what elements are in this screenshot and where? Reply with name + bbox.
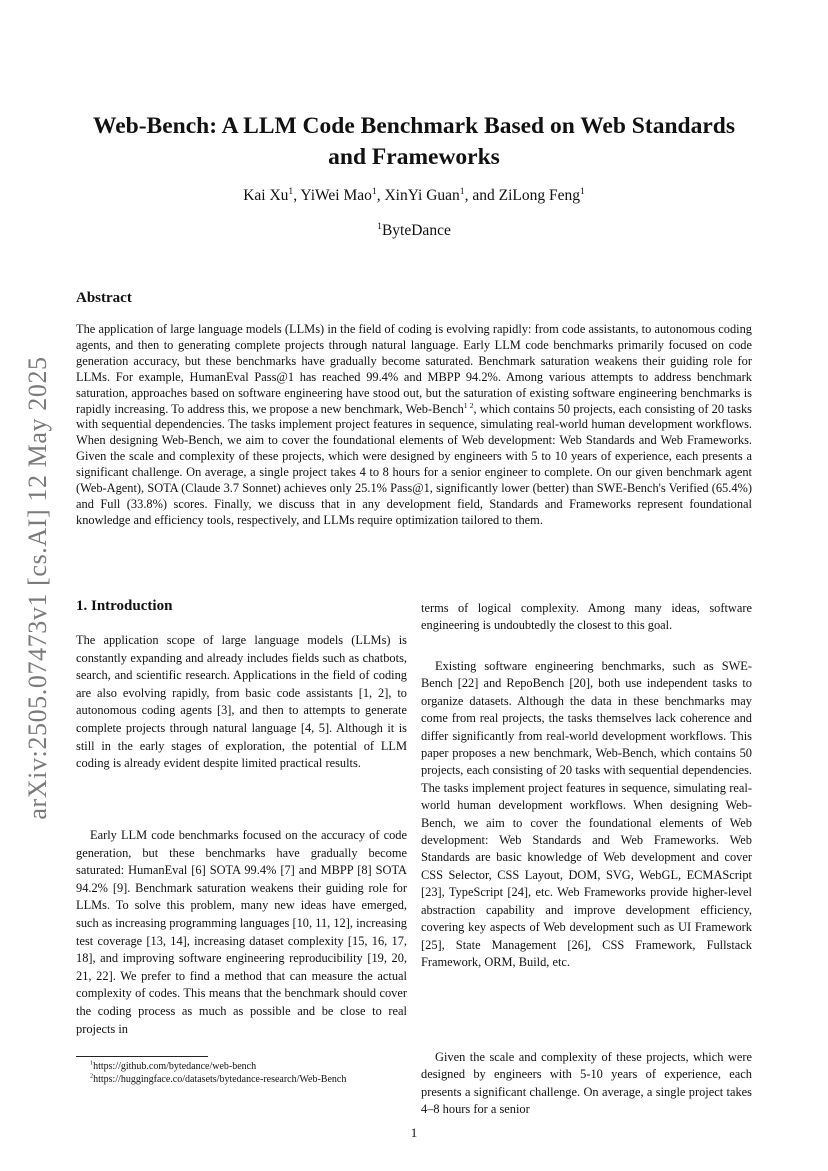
abstract-body: The application of large language models (LLMs) in the field of coding is evolving rapidly: from code assistants, to autonomous coding agents, and then to generating complete projects through natural language. Early LLM code benchmarks primarily focused on code generation accuracy, but these benchmarks have gradually become saturated. Benchmark saturation weakens their guiding role for LLMs. For example, HumanEval Pass@1 has reached 99.4% and MBPP 94.2%. Among various attempts to address benchmark saturation, approaches based on software engineering have stood out, but the saturation of existing software engineering benchmarks is rapidly increasing. To address this, we propose a new benchmark, Web-Bench$^{1 2}$, which contains 50 projects, each consisting of 20 tasks with sequential dependencies. The tasks implement project features in sequence, simulating real-world human development workflows. When designing Web-Bench, we aim to cover the foundational elements of Web development: Web Standards and Web Frameworks. Given the scale and complexity of these projects, which were designed by engineers with 5 to 10 years of experience, each presents a significant challenge. On average, a single project takes 4 to 8 hours for a senior engineer to complete. On our given benchmark agent (Web-Agent), SOTA (Claude 3.7 Sonnet) achieves only 25.1% Pass@1, significantly lower (better) than SWE-Bench's Verified (65.4%) and Full (33.8%) scores. Finally, we discuss that in any development field, Standards and Frameworks represent foundational knowledge and efficiency tools, respectively, and LLMs require optimization tailored to them. xyxy=(76,322,753,527)
author: ZiLong Feng$^1$ xyxy=(498,185,585,204)
abstract-heading: Abstract xyxy=(76,290,132,306)
intro-left-paragraph-1: The application scope of large language models (LLMs) is constantly expanding and already includes fields such as chatbots, search, and scientific research. Applications in the field of coding are also evolving rapidly, from basic code assistants [1, 2], to autonomous coding agents [3], and then to attempts to generate complete projects through natural language [4, 5]. Although it is still in the early stages of exploration, the potential of LLM coding is already evident despite limited practical results. xyxy=(76,633,407,771)
footnote-rule xyxy=(76,1056,208,1057)
author: YiWei Mao$^1$, xyxy=(300,185,385,204)
page-number: 1 xyxy=(410,1125,418,1140)
arxiv-identifier: arXiv:2505.07473v1 [cs.AI] 12 May 2025 xyxy=(23,356,52,820)
intro-right-paragraph-3: Given the scale and complexity of these projects, which were designed by engineers with 5-10 years of experience, each presents a significant challenge. On average, a single project takes 4–8 hours for a senior xyxy=(421,1050,752,1117)
footnote-link[interactable]: https://huggingface.co/datasets/bytedance-research/Web-Bench xyxy=(93,1073,347,1085)
intro-right-paragraph-1: terms of logical complexity. Among many ideas, software engineering is undoubtedly the closest to this goal. xyxy=(421,601,752,633)
intro-left-paragraph-2: Early LLM code benchmarks focused on the accuracy of code generation, but these benchmarks have gradually become saturated: HumanEval [6] SOTA 99.4% [7] and MBPP [8] SOTA 94.2% [9]. Benchmark saturation weakens their guiding role for LLMs. To solve this problem, many new ideas have emerged, such as increasing programming languages [10, 11, 12], increasing test coverage [13, 14], increasing dataset complexity [15, 16, 17, 18], and improving software engineering reproducibility [19, 20, 21, 22]. We prefer to find a method that can measure the actual complexity of codes. This means that the benchmark should cover the coding process as much as possible and be close to real projects in xyxy=(76,828,407,1036)
paper-title: Web-Bench: A LLM Code Benchmark Based on Web Standards and Frameworks xyxy=(92,113,735,170)
footnote-1: $^1$https://github.com/bytedance/web-bench xyxy=(90,1059,257,1072)
author: Kai Xu$^1$, xyxy=(243,185,301,204)
arxiv-sidebar xyxy=(20,343,56,833)
author: XinYi Guan$^1$, and xyxy=(384,185,499,204)
author-list xyxy=(76,187,752,205)
footnote-link[interactable]: https://github.com/bytedance/web-bench xyxy=(93,1061,257,1072)
intro-right-paragraph-2: Existing software engineering benchmarks, such as SWE-Bench [22] and RepoBench [20], both use independent tasks to organize datasets. Although the data in these benchmarks may come from real projects, the tasks themselves lack coherence and differ significantly from real-world development workflows. This paper proposes a new benchmark, Web-Bench, which contains 50 projects, each consisting of 20 tasks with sequential dependencies. The tasks implement project features in sequence, simulating real-world human development workflows. When designing Web-Bench, we aim to cover the foundational elements of Web development: Web Standards and Web Frameworks. Web Standards are basic knowledge of Web development and cover CSS Selector, CSS Layout, DOM, SVG, WebGL, ECMAScript [23], TypeScript [24], etc. Web Frameworks provide higher-level abstraction capability and improve development efficiency, covering key aspects of Web development such as UI Framework [25], State Management [26], CSS Framework, Fullstack Framework, ORM, Build, etc. xyxy=(421,659,752,969)
affiliation: $^1$ByteDance xyxy=(377,220,451,239)
footnotes xyxy=(76,1061,407,1086)
footnote-2: $^2$https://huggingface.co/datasets/bytedance-research/Web-Bench xyxy=(90,1072,347,1085)
section-heading-introduction: 1. Introduction xyxy=(76,598,173,614)
